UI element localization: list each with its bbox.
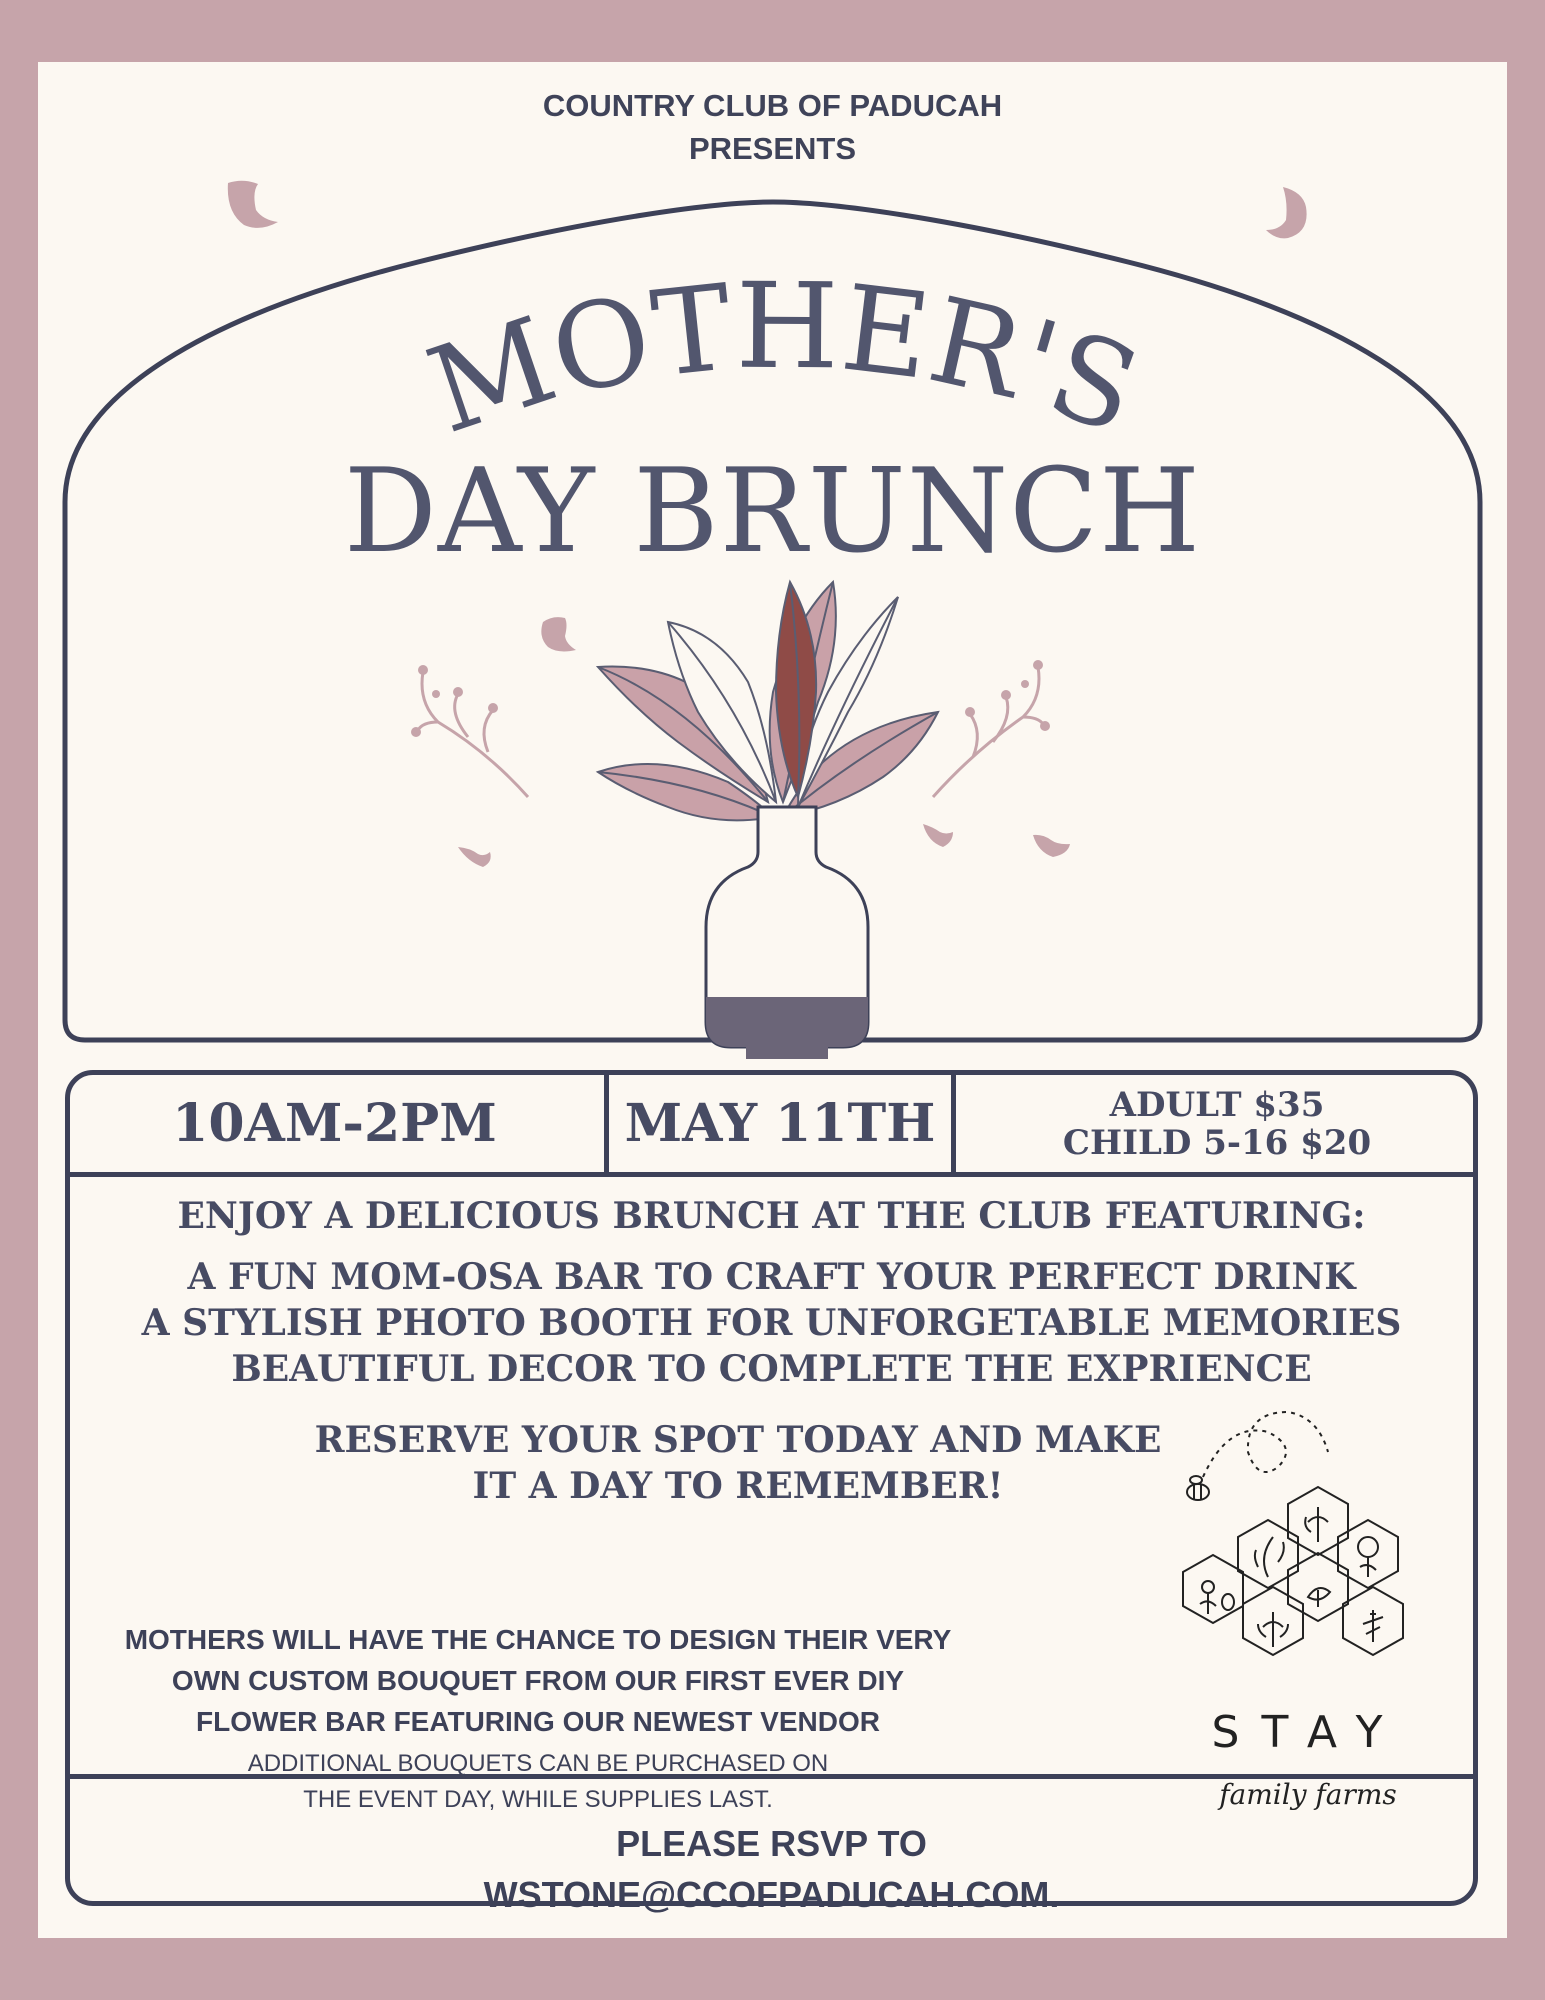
vendor-tagline: family farms [1219, 1778, 1397, 1811]
reserve-line2: IT A DAY TO REMEMBER! [472, 1465, 1004, 1507]
diy-text-line: OWN CUSTOM BOUQUET FROM OUR FIRST EVER DIY [171, 1665, 905, 1696]
reserve-line1: RESERVE YOUR SPOT TODAY AND MAKE [314, 1419, 1162, 1461]
vase-icon [706, 807, 868, 1059]
feature-item: A FUN MOM-OSA BAR TO CRAFT YOUR PERFECT DRINK [187, 1256, 1356, 1298]
title-line1: MOTHER'S [412, 256, 1156, 461]
diy-text-line: MOTHERS WILL HAVE THE CHANCE TO DESIGN THEIR VERY [124, 1624, 952, 1655]
features-heading: ENJOY A DELICIOUS BRUNCH AT THE CLUB FEATURING: [177, 1195, 1366, 1237]
feature-item: A STYLISH PHOTO BOOTH FOR UNFORGETABLE MEMORIES [141, 1302, 1402, 1344]
price-child: CHILD 5-16 $20 [1062, 1122, 1372, 1163]
rsvp-label: PLEASE RSVP TO [616, 1823, 927, 1864]
diy-note-line: ADDITIONAL BOUQUETS CAN BE PURCHASED ON [247, 1750, 829, 1777]
honeycomb-flowers-bee-logo [1108, 1392, 1508, 1852]
sprig-icon [418, 667, 1043, 797]
flyer-sheet [38, 62, 1507, 1938]
price-adult: ADULT $35 [1109, 1084, 1325, 1125]
presenter-name: COUNTRY CLUB OF PADUCAH [542, 88, 1003, 123]
diy-text-line: FLOWER BAR FEATURING OUR NEWEST VENDOR [196, 1706, 880, 1737]
diy-note-line: THE EVENT DAY, WHILE SUPPLIES LAST. [303, 1786, 773, 1813]
feature-item: BEAUTIFUL DECOR TO COMPLETE THE EXPRIENCE [231, 1348, 1312, 1390]
vendor-name: STAY [1211, 1707, 1405, 1758]
event-prices [956, 1072, 1478, 1175]
leaves-icon [598, 582, 938, 820]
sprig-berries-icon [411, 660, 1050, 737]
presenter-label: PRESENTS [688, 131, 857, 166]
title-line2: DAY BRUNCH [343, 444, 1202, 579]
event-time: 10AM-2PM [172, 1093, 497, 1154]
rsvp-email: WSTONE@CCOFPADUCAH.COM. [483, 1874, 1060, 1915]
event-date: MAY 11TH [624, 1093, 936, 1154]
